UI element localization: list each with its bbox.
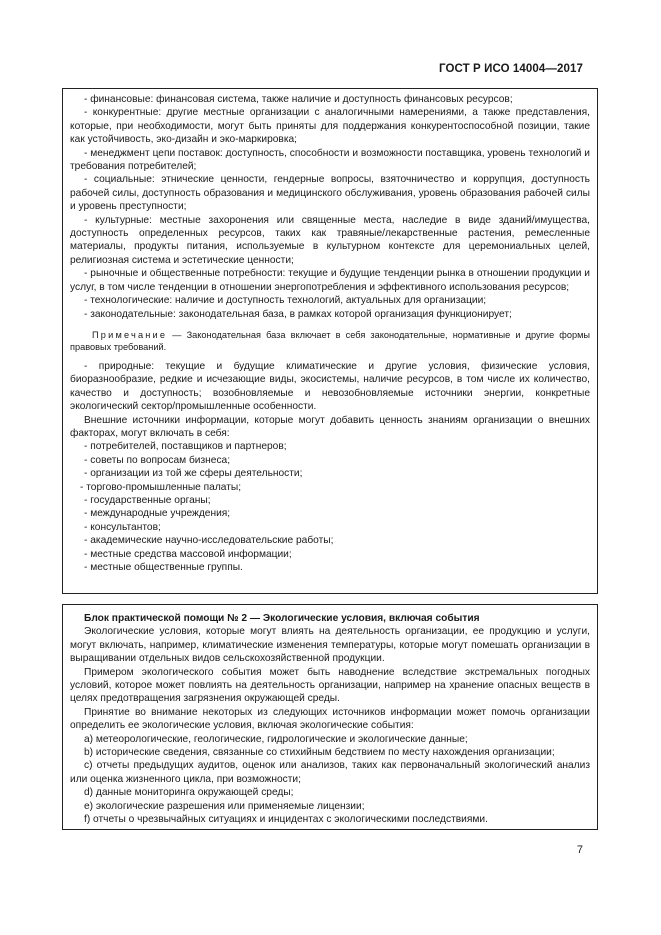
document-code: ГОСТ Р ИСО 14004—2017 [438,63,583,75]
source-item: - консультантов; [84,521,161,533]
list-item: - конкурентные: другие местные организации с аналогичными намерениями, а также представления, которые, при необходимости, могут быть приняты для поддержания конкурентоспособной позиции, такие как устойчивость, эко-дизайн и эко-маркировка; [70,107,590,146]
source-item: - организации из той же сферы деятельности; [84,468,303,480]
page-number: 7 [576,844,583,856]
source-item: - международные учреждения; [84,508,231,520]
note [70,329,590,353]
list-item: - природные: текущие и будущие климатические и другие условия, физические условия, биоразнообразие, редкие и исчезающие виды, экосистемы, наличие ресурсов, в том числе их количество, качество и доступность; возобновляемые и невозобновляемые источники энергии, конкретные экологический сектор/промышленные особенности. [70,360,590,413]
list-item: - финансовые: финансовая система, также наличие и доступность финансовых ресурсов; [84,94,513,105]
paragraph: Экологические условия, которые могут влиять на деятельность организации, ее продукцию и услуги, могут включать, например, климатические изменения температуры, которые могут помешать организации в выращивании отдельных видов сельскохозяйственной продукции. [70,626,590,665]
list-item: a) метеорологические, геологические, гидрологические и экологические данные; [84,733,468,745]
list-item: - менеджмент цепи поставок: доступность, способности и возможности поставщика, уровень технологий и требования потребителей; [70,147,590,173]
paragraph: Примером экологического события может быть наводнение вследствие экстремальных погодных условий, которое может повлиять на деятельность организации, например на хранение опасных веществ в целях предотвращения загрязнения окружающей среды. [70,666,590,705]
note-label: Примечание [92,329,168,340]
practical-help-box [62,604,598,830]
list-item: c) отчеты предыдущих аудитов, оценок или анализов, таких как первоначальный экологический анализ или оценка жизненного цикла, при возможности; [70,760,590,785]
list-item: b) исторические сведения, связанные со стихийным бедствием по месту нахождения организации; [84,747,555,759]
source-item: - потребителей, поставщиков и партнеров; [84,441,287,453]
source-item: - советы по вопросам бизнеса; [84,454,231,466]
context-factors-box [62,88,598,594]
list-item: - законодательные: законодательная база, в рамках которой организация функционирует; [84,308,512,320]
list-item: - культурные: местные захоронения или священные места, наследие в виде зданий/имущества, доступность определенных ресурсов, таких как травяные/лекарственные растения, ремесленные материалы, продукты питания, используемые в культурном контексте для церемониальных целей, религиозная система и эстетические ценности; [70,214,590,266]
list-item: d) данные мониторинга окружающей среды; [84,787,294,799]
source-item: - государственные органы; [84,494,211,506]
list-item: f) отчеты о чрезвычайных ситуациях и инцидентах с экологическими последствиями. [84,814,488,826]
box-title: Блок практической помощи № 2 — Экологические условия, включая события [84,613,480,624]
note-text: — Законодательная база включает в себя законодательные, нормативные и другие формы правовых требований. [70,329,590,352]
paragraph: Принятие во внимание некоторых из следующих источников информации может помочь организации определить ее экологические условия, включая экологические события: [70,706,590,732]
source-item: - академические научно-исследовательские работы; [84,535,334,547]
source-item: - торгово-промышленные палаты; [80,481,242,493]
list-item: - рыночные и общественные потребности: текущие и будущие тенденции рынка в отношении продукции и услуг, в том числе тенденции в отношении энергопотребления и эффективного использования ресурсов; [70,268,590,293]
list-item: - социальные: этнические ценности, гендерные вопросы, взяточничество и коррупция, доступность рабочей силы, доступность образования и медицинского обслуживания, уровень образования рабочей силы и уровень преступности; [70,174,590,213]
list-item: - технологические: наличие и доступность технологий, актуальных для организации; [84,295,487,307]
source-item: - местные общественные группы. [84,562,243,573]
list-item: e) экологические разрешения или применяемые лицензии; [84,800,365,812]
source-item: - местные средства массовой информации; [84,548,292,560]
sources-intro: Внешние источники информации, которые могут добавить ценность знаниям организации о внешних факторах, могут включать в себя: [70,414,590,439]
